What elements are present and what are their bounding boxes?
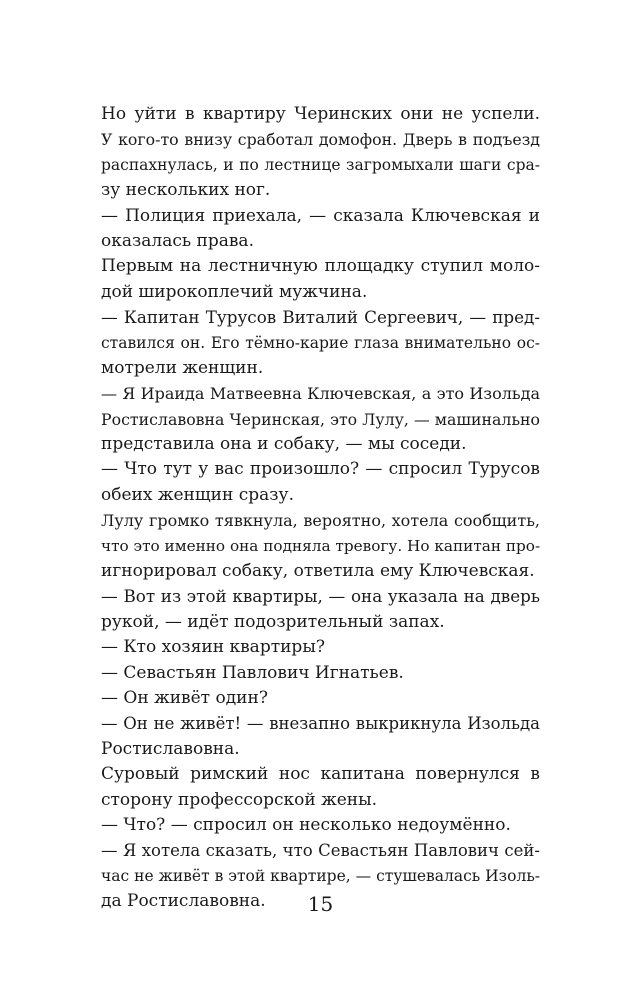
text-line: что это именно она подняла тревогу. Но капитан про- [101, 536, 541, 555]
text-line: — Что тут у вас произошло? — спросил Турусов [101, 459, 540, 480]
text-line: — Он живёт один? [101, 687, 268, 708]
text-line: распахнулась, и по лестнице загромыхали шаги сра- [101, 155, 540, 174]
text-line: У кого-то внизу сработал домофон. Дверь в подъезд [101, 130, 540, 150]
text-line: игнорировал собаку, ответила ему Ключевская. [101, 561, 535, 582]
text-line: Лулу громко тявкнула, вероятно, хотела сообщить, [101, 511, 540, 531]
text-line: — Капитан Турусов Виталий Сергеевич, — пред- [101, 307, 540, 328]
text-line: — Полиция приехала, — сказала Ключевская и [101, 205, 540, 226]
text-line: ставился он. Его тёмно-карие глаза внимательно ос- [101, 333, 540, 352]
text-line: обеих женщин сразу. [101, 484, 294, 505]
text-line: — Что? — спросил он несколько недоумённо. [101, 814, 511, 835]
text-line: зу нескольких ног. [101, 180, 271, 201]
text-line: — Севастьян Павлович Игнатьев. [101, 662, 404, 683]
text-line: час не живёт в этой квартире, — стушевалась Изоль- [101, 866, 540, 885]
text-line: Ростиславовна. [101, 738, 240, 759]
text-line: Но уйти в квартиру Черинских они не успели. [101, 104, 540, 124]
text-line: Ростиславовна Черинская, это Лулу, — машинально [101, 409, 540, 429]
text-line: представила она и собаку, — мы соседи. [101, 434, 467, 455]
text-line: дой широкоплечий мужчина. [101, 281, 368, 302]
text-line: Первым на лестничную площадку ступил моло- [101, 256, 540, 277]
text-line: рукой, — идёт подозрительный запах. [101, 611, 445, 632]
text-line: мотрели женщин. [101, 357, 264, 378]
text-line: — Он не живёт! — внезапно выкрикнула Изольда [101, 714, 540, 734]
body-text [101, 102, 540, 915]
page-number: 15 [307, 892, 334, 916]
text-line: сторону профессорской жены. [101, 789, 378, 810]
text-line: — Я хотела сказать, что Севастьян Павлович сей- [101, 841, 540, 861]
text-line: — Кто хозяин квартиры? [101, 637, 325, 658]
text-line: Суровый римский нос капитана повернулся в [101, 764, 540, 785]
text-line: — Я Ираида Матвеевна Ключевская, а это Изольда [101, 384, 540, 404]
text-line: оказалась права. [101, 230, 254, 251]
text-line: — Вот из этой квартиры, — она указала на дверь [101, 586, 540, 607]
text-line: да Ростиславовна. [101, 891, 266, 912]
